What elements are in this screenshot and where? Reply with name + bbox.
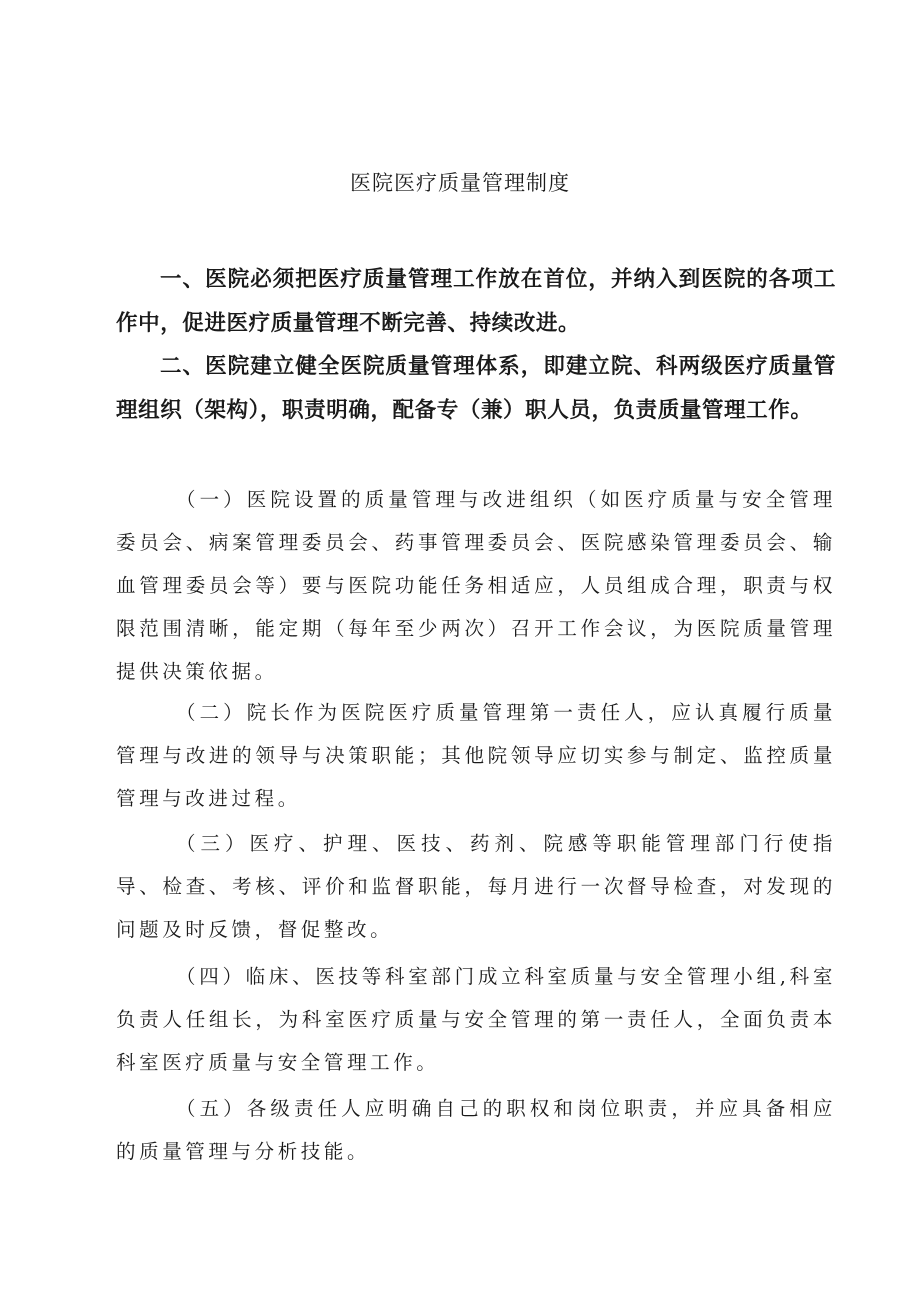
subsection-1-paragraph: （一）医院设置的质量管理与改进组织（如医疗质量与安全管理委员会、病案管理委员会、药事管理委员会、医院感染管理委员会、输血管理委员会等）要与医院功能任务相适应，人员组成合理，职责与权限范围清晰，能定期（每年至少两次）召开工作会议，为医院质量管理提供决策依据。 — [116, 488, 836, 683]
subsection-2-paragraph: （二）院长作为医院医疗质量管理第一责任人，应认真履行质量管理与改进的领导与决策职能；其他院领导应切实参与制定、监控质量管理与改进过程。 — [116, 701, 836, 810]
document-title: 医院医疗质量管理制度 — [350, 171, 570, 195]
section-one-paragraph: 一、医院必须把医疗质量管理工作放在首位，并纳入到医院的各项工作中，促进医疗质量管理不断完善、持续改进。 — [116, 267, 836, 336]
section-two-paragraph: 二、医院建立健全医院质量管理体系，即建立院、科两级医疗质量管理组织（架构），职责明确，配备专（兼）职人员，负责质量管理工作。 — [116, 354, 836, 423]
subsection-4-paragraph: （四）临床、医技等科室部门成立科室质量与安全管理小组,科室负责人任组长，为科室医疗质量与安全管理的第一责任人，全面负责本科室医疗质量与安全管理工作。 — [116, 965, 836, 1074]
subsection-5-paragraph: （五）各级责任人应明确自己的职权和岗位职责，并应具备相应的质量管理与分析技能。 — [116, 1097, 836, 1163]
subsection-3-paragraph: （三）医疗、护理、医技、药剂、院感等职能管理部门行使指导、检查、考核、评价和监督职能，每月进行一次督导检查，对发现的问题及时反馈，督促整改。 — [116, 832, 836, 941]
